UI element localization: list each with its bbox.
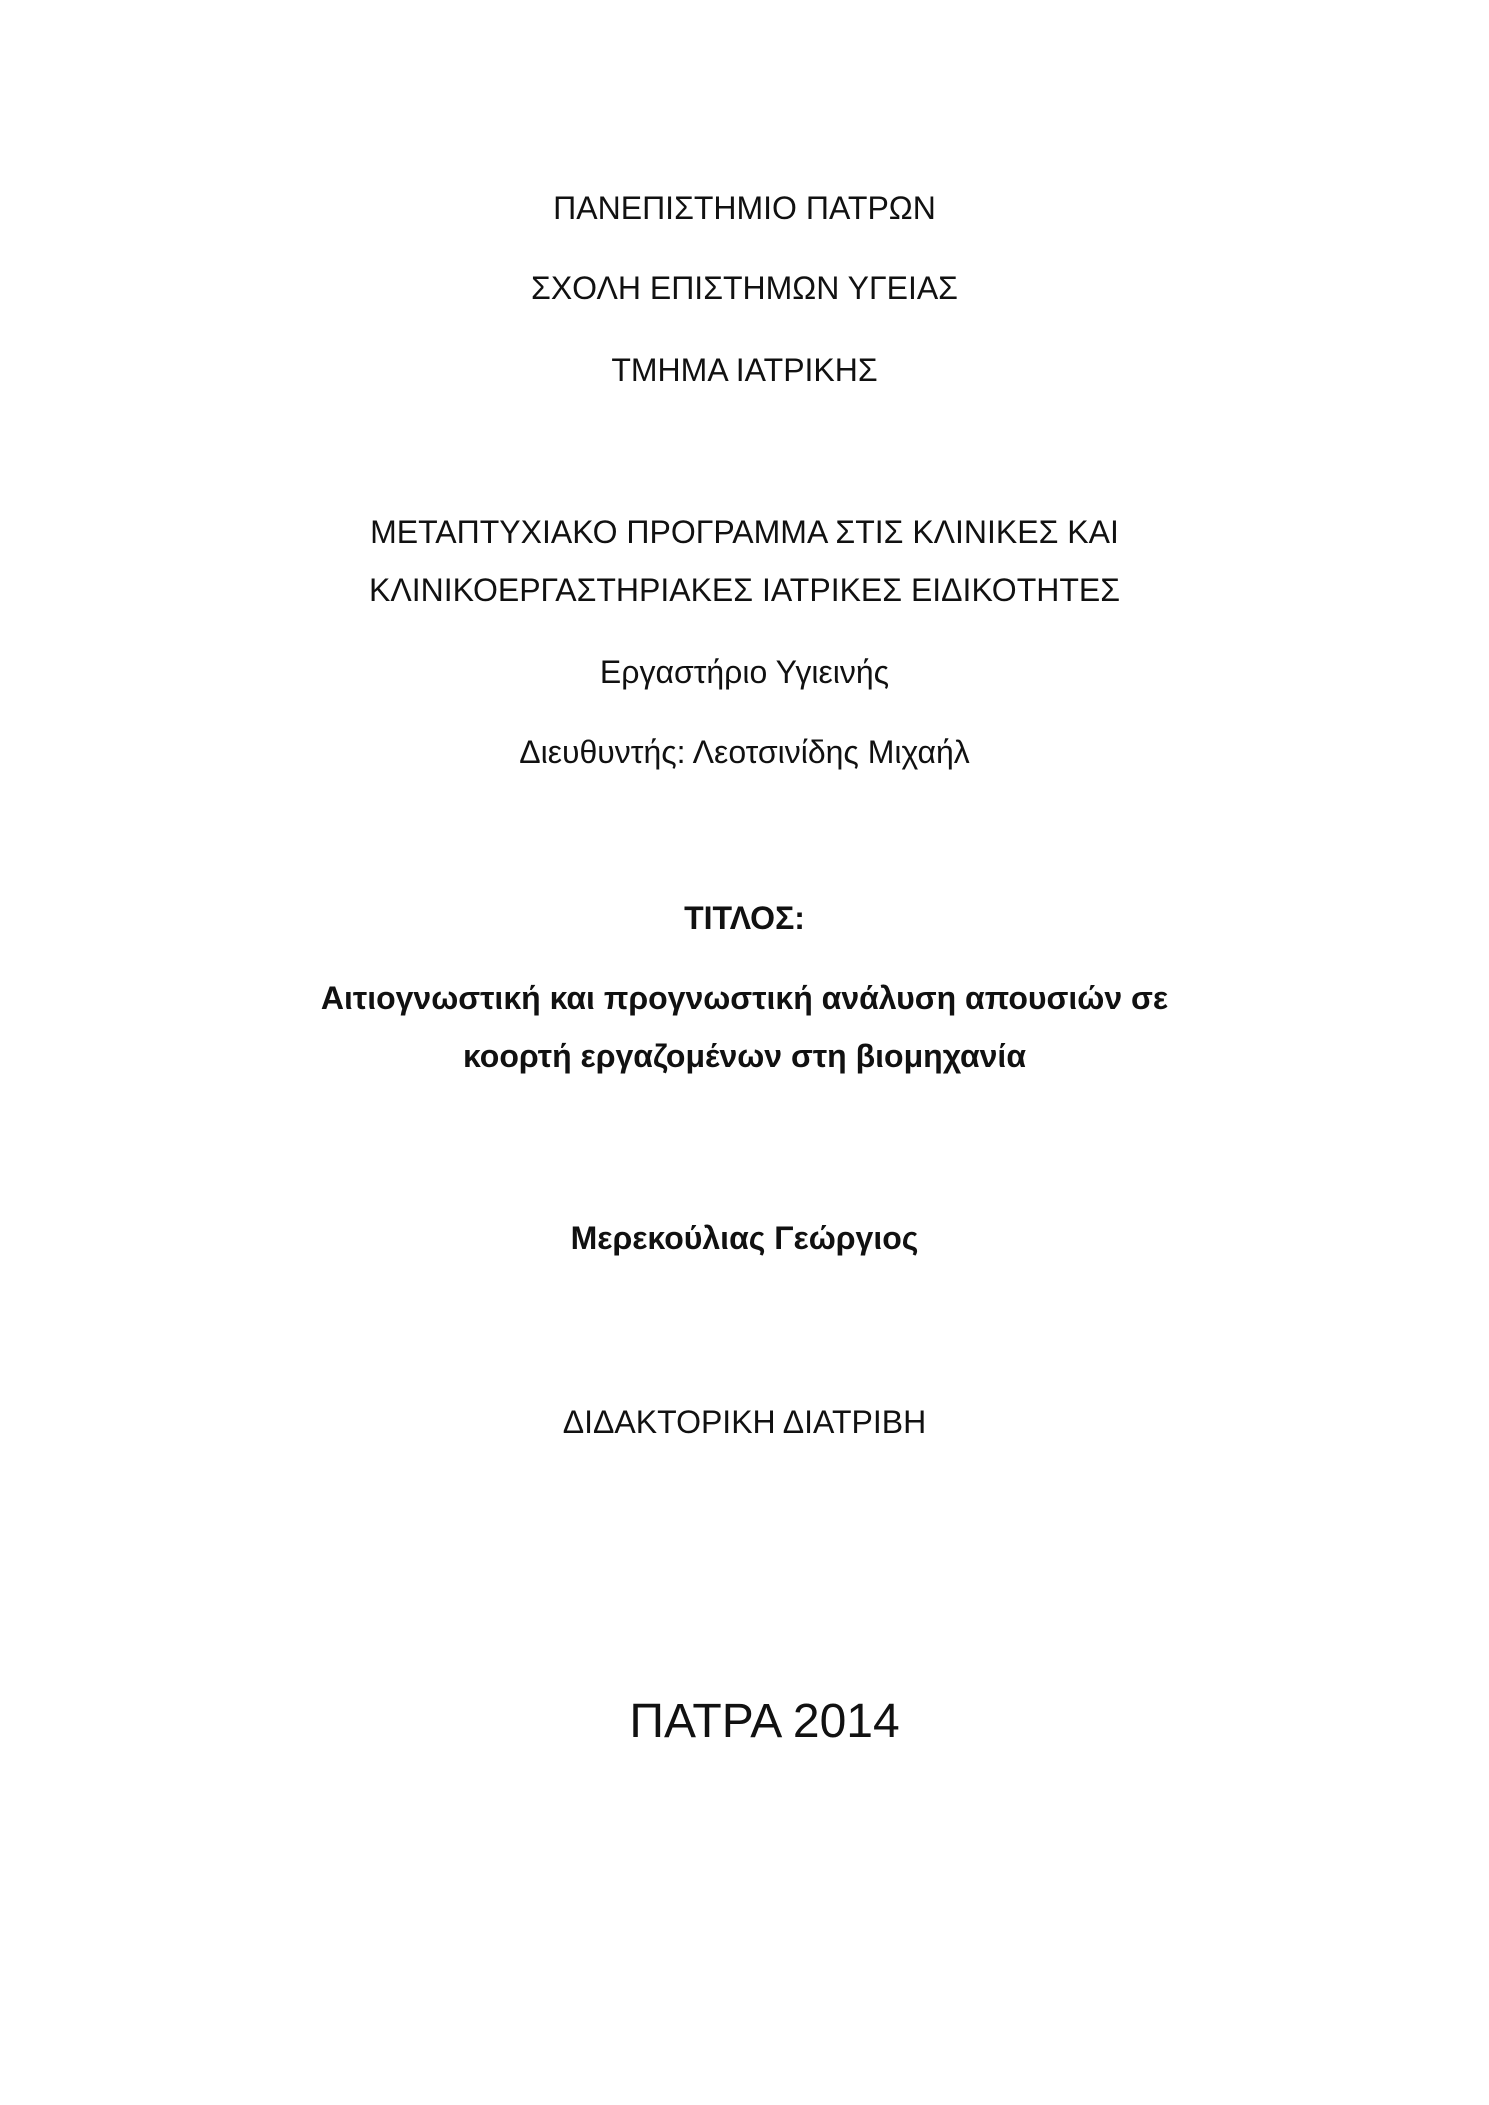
- laboratory-name: Εργαστήριο Υγιεινής: [599, 654, 890, 690]
- thesis-type: ΔΙΔΑΚΤΟΡΙΚΗ ΔΙΑΤΡΙΒΗ: [562, 1404, 927, 1440]
- university-name: ΠΑΝΕΠΙΣΤΗΜΙΟ ΠΑΤΡΩΝ: [553, 190, 936, 226]
- school-name: ΣΧΟΛΗ ΕΠΙΣΤΗΜΩΝ ΥΓΕΙΑΣ: [531, 270, 958, 306]
- title-line-2: κοορτή εργαζομένων στη βιομηχανία: [463, 1038, 1026, 1074]
- title-label: ΤΙΤΛΟΣ:: [684, 900, 805, 936]
- title-line-1: Αιτιογνωστική και προγνωστική ανάλυση απουσιών σε: [320, 980, 1169, 1016]
- department-name: ΤΜΗΜΑ ΙΑΤΡΙΚΗΣ: [611, 352, 878, 388]
- director-line: Διευθυντής: Λεοτσινίδης Μιχαήλ: [519, 734, 970, 770]
- program-line-2: ΚΛΙΝΙΚΟΕΡΓΑΣΤΗΡΙΑΚΕΣ ΙΑΤΡΙΚΕΣ ΕΙΔΙΚΟΤΗΤΕΣ: [368, 572, 1121, 608]
- author-name: Μερεκούλιας Γεώργιος: [570, 1220, 919, 1256]
- place-year: ΠΑΤΡΑ 2014: [629, 1695, 900, 1748]
- program-line-1: ΜΕΤΑΠΤΥΧΙΑΚΟ ΠΡΟΓΡΑΜΜΑ ΣΤΙΣ ΚΛΙΝΙΚΕΣ ΚΑΙ: [370, 514, 1119, 550]
